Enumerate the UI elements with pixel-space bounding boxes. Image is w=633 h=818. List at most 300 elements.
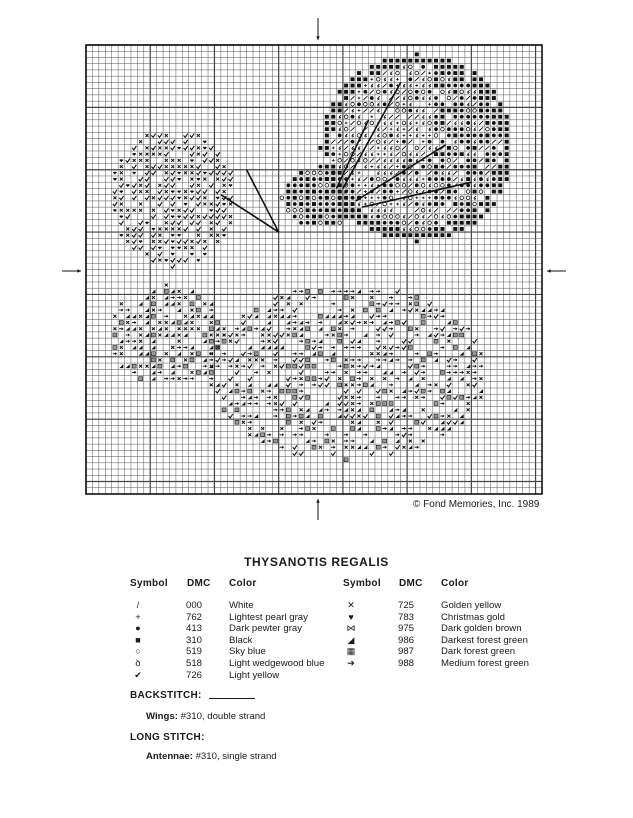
stitch-boxgrid	[299, 414, 303, 418]
stitch-cross	[152, 240, 155, 243]
stitch-heart	[177, 247, 181, 250]
stitch-square	[344, 208, 348, 212]
stitch-heart	[119, 215, 123, 218]
stitch-arrow	[472, 371, 476, 374]
stitch-triangle	[434, 358, 438, 362]
stitch-triangle	[408, 445, 412, 449]
stitch-arrow	[472, 377, 476, 380]
stitch-check	[164, 183, 168, 187]
stitch-square	[408, 59, 412, 63]
stitch-triangle	[254, 433, 258, 437]
stitch-check	[228, 414, 232, 418]
stitch-boxgrid	[383, 439, 387, 443]
stitch-dot	[460, 109, 464, 113]
stitch-cross	[210, 334, 213, 337]
stitch-triangle	[203, 339, 207, 343]
stitch-heart	[145, 222, 149, 225]
stitch-arrow	[177, 365, 181, 368]
stitch-square	[402, 59, 406, 63]
stitch-triangle	[280, 314, 284, 318]
stitch-arrow	[337, 365, 341, 368]
stitch-circle	[389, 196, 393, 200]
dmc-number: 988	[398, 658, 415, 669]
stitch-heart	[113, 178, 117, 181]
stitch-dot	[293, 215, 297, 219]
stitch-boxgrid	[248, 389, 252, 393]
stitch-boxgrid	[286, 414, 290, 418]
stitch-cross	[345, 446, 348, 449]
stitch-spiral	[423, 215, 425, 218]
stitch-spiral	[384, 140, 386, 143]
stitch-arrow	[382, 427, 386, 430]
longstitch-antennae	[146, 751, 277, 762]
stitch-cross	[171, 165, 174, 168]
stitch-dot	[306, 215, 310, 219]
stitch-heart	[177, 172, 181, 175]
stitch-check	[440, 395, 444, 399]
stitch-cross	[178, 209, 181, 212]
stitch-arrow	[402, 308, 406, 311]
stitch-triangle	[228, 402, 232, 406]
stitch-check	[196, 221, 200, 225]
stitch-arrow	[235, 402, 239, 405]
stitch-cross	[165, 134, 168, 137]
stitch-arrow	[382, 358, 386, 361]
stitch-heart	[222, 234, 226, 237]
stitch-check	[158, 202, 162, 206]
stitch-cross	[338, 327, 341, 330]
stitch-check	[132, 246, 136, 250]
stitch-cross	[120, 346, 123, 349]
stitch-triangle	[306, 414, 310, 418]
stitch-dot	[453, 152, 457, 156]
stitch-square	[492, 171, 496, 175]
stitch-check	[113, 202, 117, 206]
stitch-dot	[402, 165, 406, 169]
stitch-dot	[383, 196, 387, 200]
stitch-cross	[190, 309, 193, 312]
stitch-check	[184, 258, 188, 262]
stitch-circle	[460, 90, 464, 94]
stitch-cross	[345, 396, 348, 399]
stitch-arrow	[293, 433, 297, 436]
stitch-check	[158, 252, 162, 256]
stitch-square	[434, 65, 438, 69]
stitch-spiral	[378, 103, 380, 106]
stitch-cross	[171, 159, 174, 162]
spiral-icon: ꝺ	[135, 658, 141, 668]
stitch-triangle	[306, 439, 310, 443]
stitch-triangle	[209, 346, 213, 350]
stitch-cross	[479, 377, 482, 380]
stitch-spiral	[378, 109, 380, 112]
stitch-arrow	[357, 358, 361, 361]
stitch-heart	[119, 234, 123, 237]
stitch-boxgrid	[306, 358, 310, 362]
stitch-cross	[158, 228, 161, 231]
stitch-cross	[126, 228, 129, 231]
stitch-triangle	[331, 352, 335, 356]
stitch-slash	[351, 96, 355, 100]
stitch-slash	[408, 171, 412, 175]
filled-square-icon: ■	[135, 634, 141, 645]
stitch-arrow	[408, 414, 412, 417]
stitch-triangle	[164, 333, 168, 337]
stitch-cross	[223, 327, 226, 330]
stitch-arrow	[395, 346, 399, 349]
stitch-check	[306, 296, 310, 300]
stitch-arrow	[408, 433, 412, 436]
stitch-arrow	[164, 377, 168, 380]
stitch-cross	[210, 228, 213, 231]
stitch-heart	[164, 259, 168, 262]
stitch-circle	[402, 109, 406, 113]
stitch-boxgrid	[286, 389, 290, 393]
stitch-arrow	[357, 402, 361, 405]
stitch-spiral	[352, 134, 354, 137]
stitch-dot	[441, 177, 445, 181]
stitch-arrow	[402, 427, 406, 430]
stitch-dot	[486, 115, 490, 119]
stitch-check	[177, 258, 181, 262]
stitch-arrow	[312, 383, 316, 386]
stitch-slash	[389, 165, 393, 169]
stitch-spiral	[410, 227, 412, 230]
stitch-spiral	[365, 165, 367, 168]
stitch-cross	[146, 153, 149, 156]
stitch-check	[145, 196, 149, 200]
stitch-check	[453, 395, 457, 399]
stitch-cross	[357, 415, 360, 418]
stitch-cross	[345, 383, 348, 386]
stitch-triangle	[248, 346, 252, 350]
stitch-check	[132, 227, 136, 231]
stitch-plus	[358, 109, 361, 112]
stitch-boxgrid	[248, 327, 252, 331]
stitch-cross	[178, 228, 181, 231]
stitch-square	[395, 65, 399, 69]
stitch-slash	[408, 215, 412, 219]
stitch-spiral	[423, 96, 425, 99]
stitch-triangle	[395, 414, 399, 418]
stitch-check	[408, 308, 412, 312]
stitch-cross	[197, 146, 200, 149]
stitch-triangle	[389, 370, 393, 374]
stitch-cross	[171, 228, 174, 231]
arrow-icon: ➔	[347, 658, 355, 668]
stitch-dot	[453, 115, 457, 119]
stitch-check	[267, 327, 271, 331]
stitch-plus	[390, 203, 393, 206]
stitch-check	[151, 258, 155, 262]
dmc-number: 518	[186, 658, 203, 669]
stitch-slash	[363, 96, 367, 100]
stitch-circle	[325, 184, 329, 188]
stitch-arrow	[395, 433, 399, 436]
stitch-cross	[210, 321, 213, 324]
stitch-square	[325, 221, 329, 225]
stitch-check	[151, 146, 155, 150]
stitch-arrow	[337, 308, 341, 311]
stitch-circle	[338, 121, 342, 125]
stitch-check	[286, 377, 290, 381]
stitch-circle	[312, 171, 316, 175]
stitch-cross	[351, 402, 354, 405]
stitch-spiral	[365, 153, 367, 156]
stitch-dot	[351, 196, 355, 200]
stitch-arrow	[248, 352, 252, 355]
stitch-check	[190, 221, 194, 225]
stitch-check	[293, 445, 297, 449]
stitch-check	[216, 165, 220, 169]
stitch-boxgrid	[460, 333, 464, 337]
stitch-arrow	[132, 321, 136, 324]
stitch-dot	[428, 177, 432, 181]
stitch-check	[363, 364, 367, 368]
bowtie-icon: ⋈	[346, 623, 356, 634]
stitch-check	[344, 402, 348, 406]
stitch-slash	[447, 208, 451, 212]
color-name: Christmas gold	[441, 611, 505, 623]
stitch-dot	[479, 183, 483, 187]
stitch-arrow	[389, 352, 393, 355]
stitch-arrow	[331, 290, 335, 293]
stitch-arrow	[119, 327, 123, 330]
stitch-dot	[363, 90, 367, 94]
stitch-boxgrid	[363, 308, 367, 312]
stitch-cross	[190, 321, 193, 324]
stitch-square	[421, 59, 425, 63]
stitch-slash	[434, 109, 438, 113]
stitch-triangle	[325, 402, 329, 406]
stitch-square	[453, 90, 457, 94]
stitch-cross	[146, 365, 149, 368]
stitch-cross	[146, 252, 149, 255]
stitch-dot	[434, 127, 438, 131]
stitch-triangle	[119, 339, 123, 343]
stitch-boxgrid	[280, 389, 284, 393]
stitch-dot	[460, 115, 464, 119]
stitch-dot	[383, 102, 387, 106]
stitch-check	[190, 152, 194, 156]
stitch-dot	[453, 215, 457, 219]
stitch-square	[338, 102, 342, 106]
stitch-square	[453, 134, 457, 138]
stitch-spiral	[429, 146, 431, 149]
stitch-cross	[364, 321, 367, 324]
stitch-cross	[152, 296, 155, 299]
stitch-arrow	[293, 290, 297, 293]
stitch-arrow	[453, 371, 457, 374]
stitch-arrow	[254, 396, 258, 399]
stitch-square	[318, 215, 322, 219]
stitch-check	[171, 146, 175, 150]
stitch-spiral	[455, 196, 457, 199]
stitch-cross	[165, 228, 168, 231]
stitch-heart	[158, 247, 162, 250]
stitch-check	[222, 227, 226, 231]
stitch-spiral	[410, 72, 412, 75]
stitch-circle	[441, 90, 445, 94]
stitch-square	[395, 59, 399, 63]
stitch-arrow	[228, 365, 232, 368]
stitch-triangle	[171, 321, 175, 325]
stitch-check	[228, 377, 232, 381]
stitch-dot	[441, 165, 445, 169]
stitch-spiral	[474, 128, 476, 131]
stitch-circle	[466, 109, 470, 113]
stitch-dot	[486, 102, 490, 106]
stitch-check	[428, 414, 432, 418]
stitch-arrow	[293, 315, 297, 318]
stitch-arrow	[325, 408, 329, 411]
stitch-cross	[370, 352, 373, 355]
stitch-boxgrid	[395, 321, 399, 325]
stitch-plus	[403, 134, 406, 137]
stitch-triangle	[203, 358, 207, 362]
stitch-cross	[467, 383, 470, 386]
stitch-cross	[197, 315, 200, 318]
stitch-dot	[351, 115, 355, 119]
stitch-boxgrid	[293, 389, 297, 393]
stitch-cross	[261, 427, 264, 430]
stitch-square	[351, 215, 355, 219]
stitch-square	[428, 233, 432, 237]
filled-dot-icon: ●	[135, 623, 141, 634]
stitch-check	[447, 383, 451, 387]
stitch-cross	[197, 234, 200, 237]
header-color-right: Color	[441, 578, 469, 589]
stitch-cross	[351, 446, 354, 449]
stitch-arrow	[440, 333, 444, 336]
stitch-circle	[338, 159, 342, 163]
stitch-spiral	[403, 178, 405, 181]
stitch-slash	[383, 127, 387, 131]
stitch-boxgrid	[216, 321, 220, 325]
stitch-plus	[377, 196, 380, 199]
stitch-cross	[184, 327, 187, 330]
stitch-arrow	[440, 346, 444, 349]
stitch-cross	[158, 153, 161, 156]
stitch-square	[453, 65, 457, 69]
stitch-arrow	[447, 365, 451, 368]
check-icon: ✔	[134, 669, 142, 680]
stitch-slash	[408, 115, 412, 119]
stitch-circle	[428, 165, 432, 169]
stitch-arrow	[382, 446, 386, 449]
stitch-arrow	[415, 446, 419, 449]
stitch-check	[216, 190, 220, 194]
stitch-cross	[287, 302, 290, 305]
stitch-square	[331, 115, 335, 119]
stitch-arrow	[421, 371, 425, 374]
stitch-cross	[390, 390, 393, 393]
stitch-plus	[422, 134, 425, 137]
stitch-spiral	[378, 96, 380, 99]
page-title: THYSANOTIS REGALIS	[244, 555, 389, 569]
stitch-square	[498, 190, 502, 194]
stitch-cross	[351, 396, 354, 399]
stitch-cross	[300, 377, 303, 380]
stitch-boxgrid	[447, 395, 451, 399]
stitch-boxgrid	[408, 327, 412, 331]
stitch-triangle	[460, 414, 464, 418]
stitch-check	[376, 346, 380, 350]
stitch-arrow	[267, 390, 271, 393]
stitch-plus	[396, 122, 399, 125]
stitch-cross	[146, 190, 149, 193]
stitch-arrow	[376, 396, 380, 399]
stitch-triangle	[248, 395, 252, 399]
stitch-dot	[453, 84, 457, 88]
stitch-square	[370, 227, 374, 231]
stitch-cross	[332, 334, 335, 337]
stitch-check	[222, 177, 226, 181]
stitch-arrow	[209, 358, 213, 361]
stitch-square	[440, 109, 444, 113]
stitch-arrow	[177, 296, 181, 299]
stitch-slash	[408, 140, 412, 144]
stitch-slash	[479, 158, 483, 162]
stitch-circle	[441, 184, 445, 188]
stitch-arrow	[357, 346, 361, 349]
stitch-dot	[492, 121, 496, 125]
stitch-dot	[428, 158, 432, 162]
stitch-check	[351, 339, 355, 343]
stitch-circle	[441, 77, 445, 81]
stitch-circle	[441, 127, 445, 131]
stitch-boxgrid	[376, 414, 380, 418]
stitch-boxgrid	[318, 414, 322, 418]
stitch-circle	[466, 127, 470, 131]
stitch-plus	[390, 128, 393, 131]
stitch-plus	[403, 128, 406, 131]
stitch-arrow	[248, 421, 252, 424]
stitch-slash	[402, 190, 406, 194]
stitch-cross	[351, 296, 354, 299]
stitch-arrow	[273, 358, 277, 361]
stitch-arrow	[248, 402, 252, 405]
stitch-spiral	[429, 84, 431, 87]
stitch-check	[299, 370, 303, 374]
stitch-dot	[312, 208, 316, 212]
stitch-square	[466, 177, 470, 181]
stitch-dot	[389, 183, 393, 187]
stitch-cross	[139, 365, 142, 368]
stitch-cross	[120, 302, 123, 305]
stitch-square	[376, 221, 380, 225]
stitch-spiral	[358, 115, 360, 118]
antennae-spec: #310, single strand	[195, 751, 277, 762]
stitch-circle	[428, 77, 432, 81]
stitch-spiral	[403, 159, 405, 162]
stitch-square	[460, 77, 464, 81]
stitch-square	[434, 152, 438, 156]
stitch-slash	[415, 208, 419, 212]
stitch-check	[190, 134, 194, 138]
stitch-circle	[364, 102, 368, 106]
stitch-dot	[447, 127, 451, 131]
stitch-dot	[486, 183, 490, 187]
stitch-arrow	[395, 358, 399, 361]
stitch-square	[363, 221, 367, 225]
stitch-cross	[216, 334, 219, 337]
stitch-dot	[344, 196, 348, 200]
stitch-cross	[120, 165, 123, 168]
stitch-slash	[466, 96, 470, 100]
stitch-check	[273, 296, 277, 300]
stitch-arrow	[267, 396, 271, 399]
